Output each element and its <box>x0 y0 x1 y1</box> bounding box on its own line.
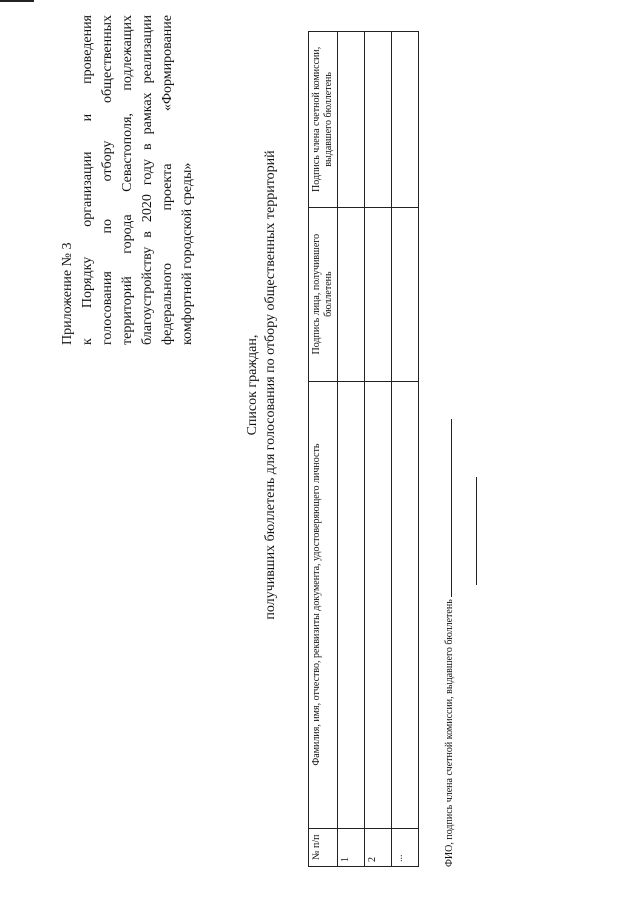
row-recipient-sign-cell[interactable] <box>365 207 392 381</box>
list-subtitle: получивших бюллетень для голосования по отбору общественных территорий <box>263 150 278 620</box>
table-header-row <box>309 32 338 867</box>
appendix-line: голосования по отбору общественных <box>100 15 115 345</box>
appendix-line: благоустройству в 2020 году в рамках реализации <box>140 15 155 345</box>
header-recipient-sign: Подпись лица, получившего бюллетень <box>309 207 338 381</box>
row-num: 1 <box>338 828 365 866</box>
appendix-line: комфортной городской среды» <box>180 162 195 345</box>
row-name-cell[interactable] <box>338 381 365 828</box>
row-recipient-sign-cell[interactable] <box>392 207 419 381</box>
appendix-line: федерального проекта «Формирование <box>160 15 175 345</box>
list-heading <box>244 65 280 705</box>
appendix-line: территорий города Севастополя, подлежащих <box>120 15 135 345</box>
header-commission-sign: Подпись члена счетной комиссии, выдавшего бюллетень <box>309 32 338 208</box>
signature-line[interactable] <box>451 419 452 597</box>
row-commission-sign-cell[interactable] <box>338 32 365 208</box>
appendix-title: Приложение № 3 <box>60 242 75 345</box>
row-num: ... <box>392 828 419 866</box>
table-row <box>392 32 419 867</box>
ballot-table <box>308 31 419 867</box>
table-row <box>338 32 365 867</box>
row-name-cell[interactable] <box>365 381 392 828</box>
header-num: № п/п <box>309 828 338 866</box>
list-title: Список граждан, <box>245 334 260 436</box>
header-name: Фамилия, имя, отчество, реквизиты документа, удостоверяющего личность <box>309 381 338 828</box>
row-commission-sign-cell[interactable] <box>392 32 419 208</box>
footer-label: ФИО, подпись члена счетной комиссии, выдавшего бюллетень <box>444 599 455 867</box>
footer-signature <box>444 267 455 867</box>
row-num: 2 <box>365 828 392 866</box>
row-commission-sign-cell[interactable] <box>365 32 392 208</box>
appendix-line: к Порядку организации и проведения <box>80 15 95 345</box>
table-row <box>365 32 392 867</box>
appendix-block <box>58 15 198 345</box>
signature-line-secondary[interactable] <box>476 477 477 585</box>
row-name-cell[interactable] <box>392 381 419 828</box>
row-recipient-sign-cell[interactable] <box>338 207 365 381</box>
